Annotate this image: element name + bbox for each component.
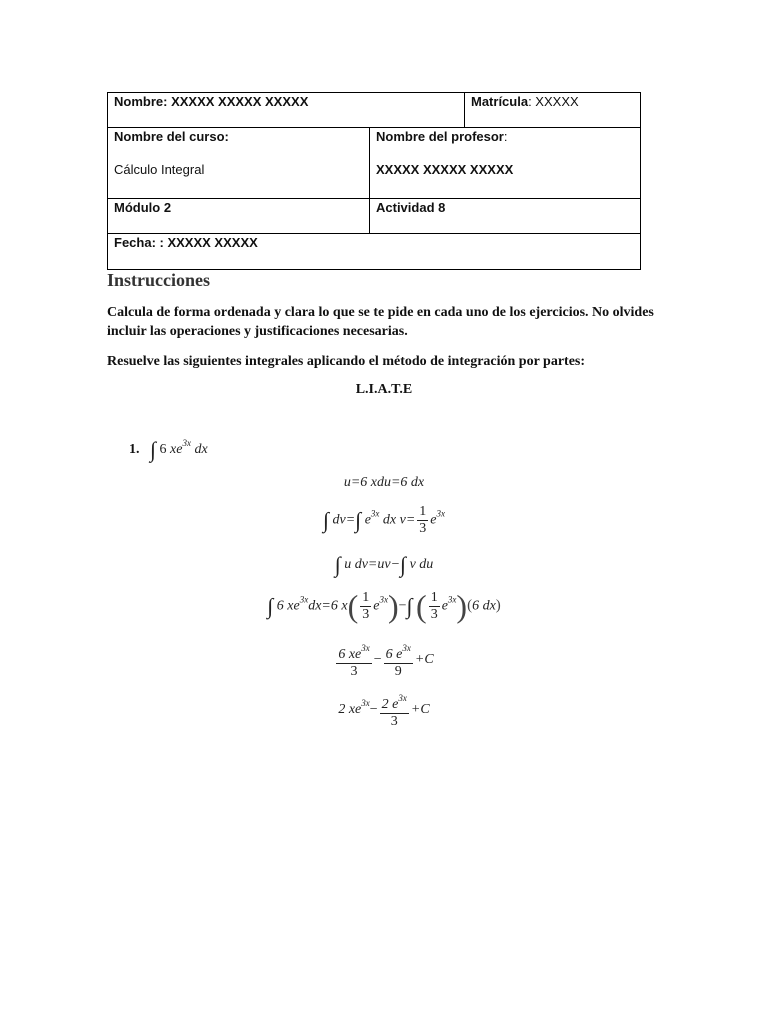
step5-exp1: 3x [361, 643, 370, 653]
activity-label: Actividad 8 [376, 200, 446, 215]
step6-lhs: 2 xe [338, 702, 362, 718]
course-value: Cálculo Integral [114, 162, 205, 177]
step4-e: e [293, 598, 300, 614]
integral-sign: ∫ [150, 437, 157, 462]
id-label: Matrícula [471, 94, 529, 109]
step-dv [0, 504, 768, 537]
activity-cell [370, 199, 641, 234]
step5-constant: +C [414, 652, 434, 668]
step2-lhs: dv= [332, 512, 356, 528]
module-label: Módulo 2 [114, 200, 172, 215]
integral-sign: ∫ [267, 593, 274, 619]
fraction-num [384, 640, 413, 664]
fraction [360, 590, 371, 623]
step4-exp: 3x [299, 594, 309, 605]
minus-sign: − [369, 702, 378, 718]
problem-exp: 3x [182, 438, 191, 448]
step-result [0, 690, 768, 730]
step6-num: 2 e [381, 697, 399, 712]
step1-text: u=6 xdu=6 dx [343, 475, 425, 490]
date-cell [108, 234, 641, 270]
step3-b: v du [409, 557, 434, 572]
step4-exp3: 3x [447, 594, 457, 605]
integral-sign: ∫ [406, 593, 413, 619]
step6-exp2: 3x [398, 693, 407, 703]
problem-e: e [176, 442, 183, 457]
fraction [336, 640, 371, 680]
fraction-den: 3 [350, 664, 358, 679]
step5-num2: 6 e [385, 647, 403, 662]
id-value: : XXXXX [528, 94, 579, 109]
step4-exp2: 3x [379, 594, 388, 605]
problem-dx: dx [194, 442, 208, 457]
fraction [384, 640, 413, 680]
professor-label: Nombre del profesor [376, 129, 504, 144]
fraction-num: 1 [362, 590, 370, 605]
step3-a: u dv=uv− [344, 557, 401, 572]
step4-mid: dx=6 x [308, 598, 348, 614]
step4-e2: e [373, 598, 380, 614]
minus-sign: − [373, 652, 382, 668]
course-label: Nombre del curso: [114, 129, 229, 144]
step6-exp1: 3x [361, 698, 370, 709]
problem-x: x [170, 442, 177, 457]
fraction-num: 1 [430, 590, 438, 605]
fraction-den: 3 [430, 607, 438, 622]
fraction-den: 9 [394, 664, 402, 679]
professor-colon: : [503, 129, 508, 144]
exercise-number: 1. [129, 442, 140, 457]
step-formula [0, 552, 768, 578]
name-label: Nombre: [114, 94, 168, 109]
method-paragraph: Resuelve las siguientes integrales aplicando el método de integración por partes: [107, 354, 586, 369]
minus-sign: − [398, 598, 407, 614]
fraction-num: 1 [419, 504, 427, 519]
step5-num1: 6 xe [338, 647, 362, 662]
step6-constant: +C [410, 702, 430, 718]
integral-sign: ∫ [334, 552, 341, 577]
fraction-num [336, 640, 371, 664]
date-value: : : XXXXX XXXXX [151, 235, 258, 250]
integral-sign: ∫ [322, 507, 329, 533]
step-apply: ∫ 6 $xe^{3x}dx=6$ x( $\frac{1}{3}$ $e^{3x})-\int$ ( $\frac{1}{3}$ $e^{3x})(6$ dx) [267, 588, 501, 624]
step2-mid: dx v= [382, 512, 416, 528]
step2-exp2: 3x [436, 508, 446, 519]
step2-e2: e [430, 512, 437, 528]
name-value: XXXXX XXXXX XXXXX [171, 94, 309, 109]
fraction-num [380, 690, 409, 714]
step4-dx: 6 dx [472, 598, 496, 614]
exercise-problem [150, 437, 208, 463]
instructions-paragraph: Calcula de forma ordenada y clara lo que se te pide en cada uno de los ejercicios. No olvides incluir las operaciones y justificaciones necesarias. [107, 305, 654, 339]
fraction-den: 3 [419, 521, 427, 536]
professor-cell [370, 128, 641, 199]
step4-lhs: 6 x [276, 598, 294, 614]
student-info-table [107, 92, 641, 270]
fraction [429, 590, 440, 623]
step4-e3: e [441, 598, 448, 614]
liate-mnemonic: L.I.A.T.E [355, 382, 413, 397]
step2-e: e [364, 512, 371, 528]
integral-sign: ∫ [400, 552, 407, 577]
integral-sign: ∫ [355, 507, 362, 533]
problem-coef: 6 [159, 442, 167, 457]
step5-exp2: 3x [402, 643, 411, 653]
id-cell [465, 93, 641, 128]
course-cell [108, 128, 370, 199]
fraction-den: 3 [390, 714, 398, 729]
date-label: Fecha [114, 235, 152, 250]
instructions-heading: Instrucciones [107, 270, 210, 290]
step-substitution [0, 475, 768, 491]
professor-value: XXXXX XXXXX XXXXX [376, 162, 514, 177]
step-simplify [0, 640, 768, 680]
step2-exp: 3x [370, 508, 380, 519]
fraction [417, 504, 428, 537]
fraction-den: 3 [362, 607, 370, 622]
name-cell [108, 93, 465, 128]
module-cell [108, 199, 370, 234]
fraction [380, 690, 409, 730]
